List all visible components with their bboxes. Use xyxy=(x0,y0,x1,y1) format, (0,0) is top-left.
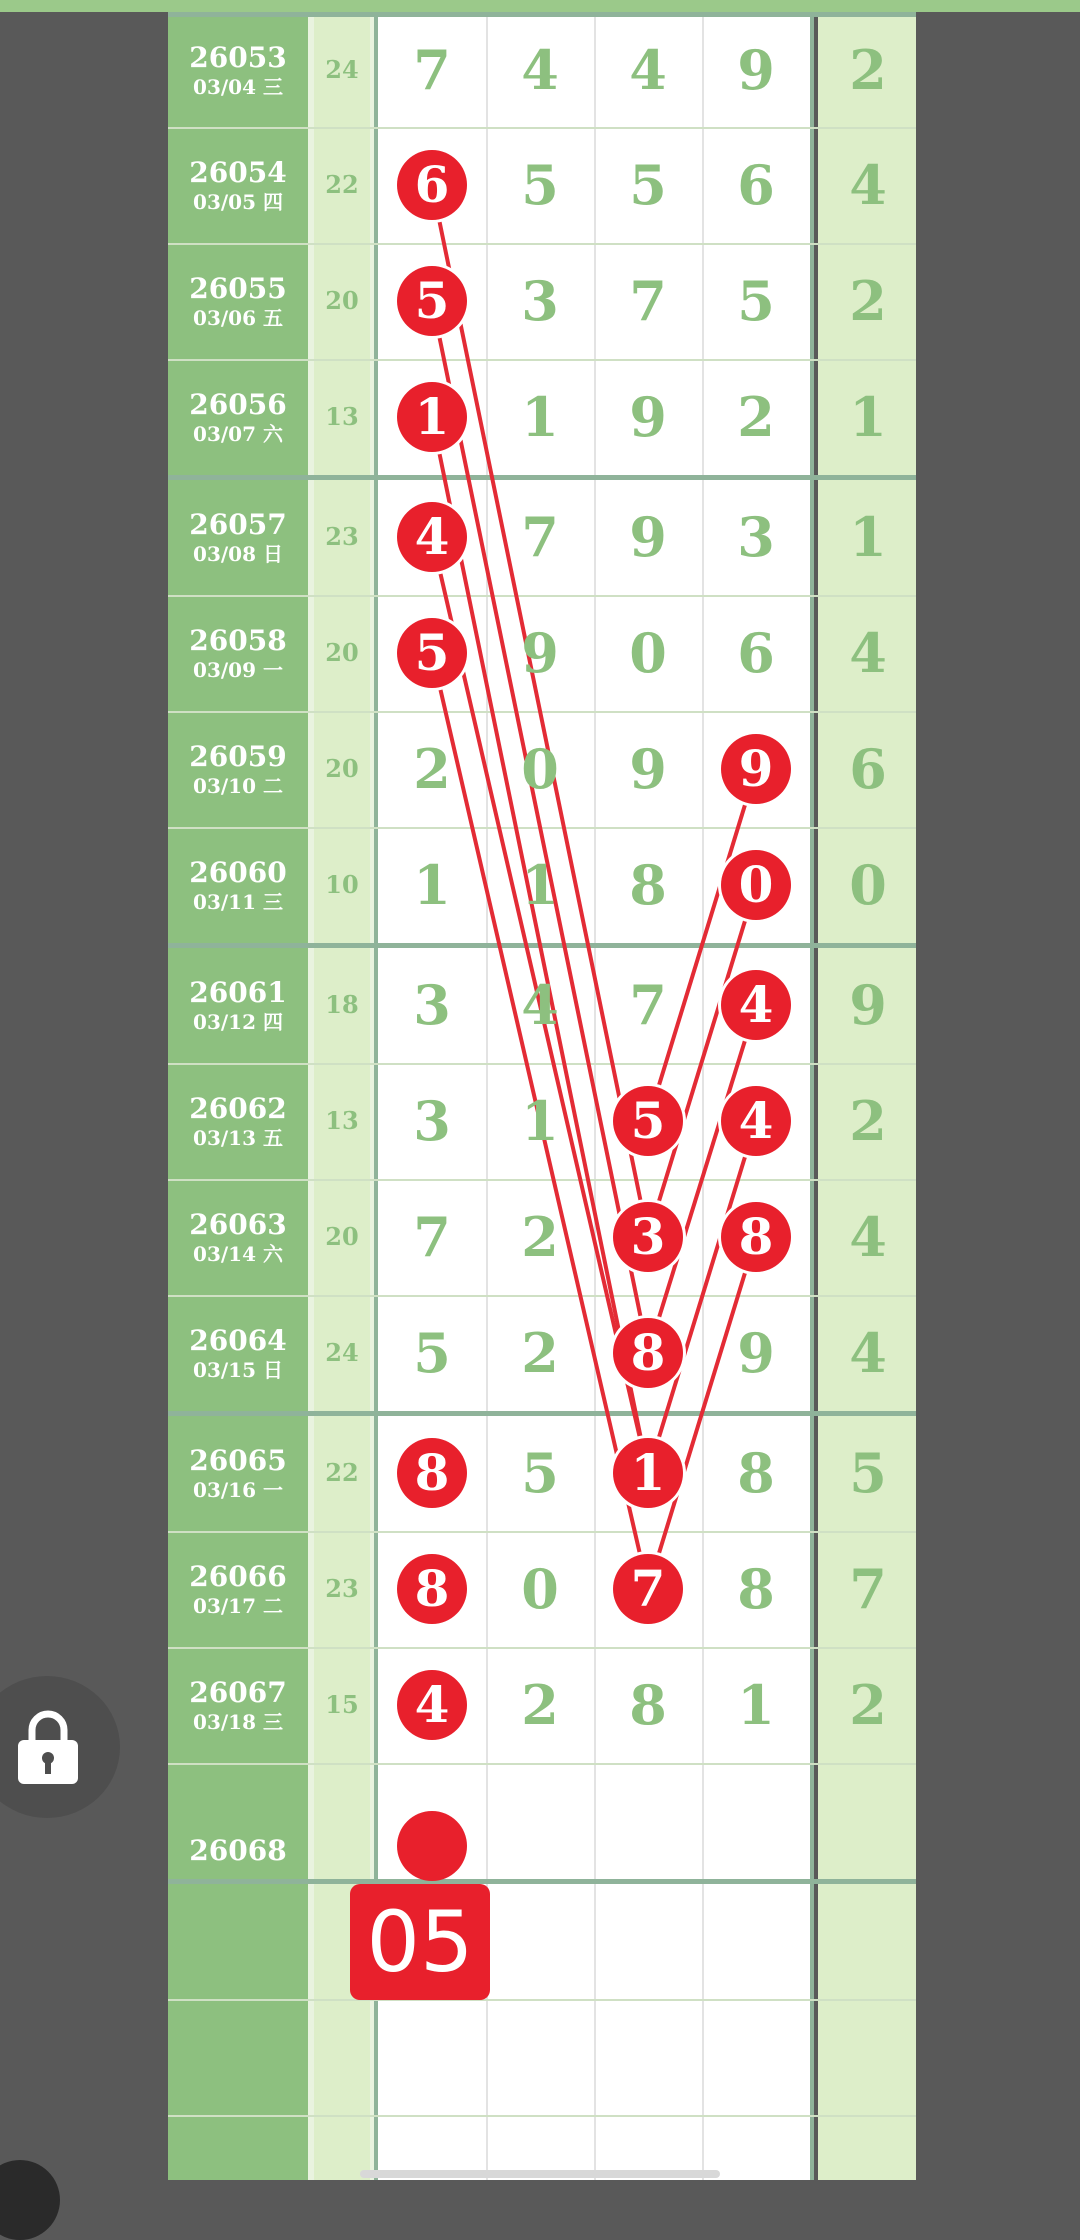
issue-number xyxy=(168,479,308,567)
draw-row[interactable] xyxy=(168,127,916,243)
digit-ball xyxy=(702,711,810,827)
draw-date: 03/16 一 xyxy=(193,1478,283,1502)
issue-number xyxy=(168,12,308,100)
draw-date: 03/14 六 xyxy=(193,1242,283,1266)
digit-ball xyxy=(378,127,486,243)
digit-cell: 9 xyxy=(629,505,667,569)
digit-cell: 1 xyxy=(521,1089,559,1153)
digit-cell: 5 xyxy=(521,153,559,217)
digit-cell: 7 xyxy=(629,269,667,333)
digit-cell: 5 xyxy=(521,1441,559,1505)
digit-ball xyxy=(378,479,486,595)
digit-ball xyxy=(378,1647,486,1763)
issue-number xyxy=(168,1179,308,1267)
digit-cell: 0 xyxy=(521,737,559,801)
digit-cell: 2 xyxy=(521,1673,559,1737)
span-value: 4 xyxy=(849,153,887,217)
ball-number: 1 xyxy=(397,382,467,452)
span-value: 2 xyxy=(849,1673,887,1737)
span-value: 2 xyxy=(849,269,887,333)
span-value: 5 xyxy=(849,1441,887,1505)
issue-number xyxy=(168,1063,308,1151)
issue-number xyxy=(168,1647,308,1735)
span-value: 0 xyxy=(849,853,887,917)
digit-ball xyxy=(702,1179,810,1295)
draw-row[interactable] xyxy=(168,1179,916,1295)
span-value: 4 xyxy=(849,621,887,685)
digit-cell: 7 xyxy=(521,505,559,569)
draw-row[interactable] xyxy=(168,595,916,711)
span-value: 9 xyxy=(849,973,887,1037)
digit-cell: 2 xyxy=(521,1321,559,1385)
issue-number xyxy=(168,1531,308,1619)
issue-number-text: 26065 xyxy=(189,1444,287,1477)
digit-ball xyxy=(378,1531,486,1647)
digit-cell: 8 xyxy=(629,1673,667,1737)
ball-number: 6 xyxy=(397,150,467,220)
sum-value: 13 xyxy=(325,402,359,431)
issue-number xyxy=(168,1415,308,1503)
digit-cell: 7 xyxy=(413,38,451,102)
digit-ball xyxy=(702,827,810,943)
ball-number: 4 xyxy=(397,502,467,572)
digit-cell: 0 xyxy=(521,1557,559,1621)
digit-cell: 8 xyxy=(629,853,667,917)
issue-number-text: 26056 xyxy=(189,388,287,421)
digit-cell: 3 xyxy=(413,1089,451,1153)
digit-cell: 4 xyxy=(629,38,667,102)
draw-date: 03/15 日 xyxy=(193,1358,283,1382)
digit-ball xyxy=(378,1415,486,1531)
draw-row[interactable] xyxy=(168,827,916,943)
digit-cell: 5 xyxy=(629,153,667,217)
digit-cell: 2 xyxy=(737,385,775,449)
issue-number-text: 26064 xyxy=(189,1324,287,1357)
draw-date: 03/18 三 xyxy=(193,1710,283,1734)
digit-cell: 0 xyxy=(629,621,667,685)
digit-cell: 6 xyxy=(737,621,775,685)
digit-cell: 7 xyxy=(413,1205,451,1269)
sum-value: 13 xyxy=(325,1106,359,1135)
draw-row[interactable] xyxy=(168,243,916,359)
top-bar xyxy=(0,0,1080,12)
ball-number: 8 xyxy=(613,1318,683,1388)
issue-number xyxy=(168,1791,308,1867)
sum-value: 22 xyxy=(325,1458,359,1487)
sum-value: 20 xyxy=(325,754,359,783)
sum-value: 24 xyxy=(325,1338,359,1367)
draw-row[interactable] xyxy=(168,711,916,827)
draw-row[interactable] xyxy=(168,1415,916,1531)
draw-date: 03/07 六 xyxy=(193,422,283,446)
digit-cell: 9 xyxy=(629,385,667,449)
digit-cell: 8 xyxy=(737,1557,775,1621)
digit-ball xyxy=(378,595,486,711)
draw-date: 03/05 四 xyxy=(193,190,283,214)
draw-date: 03/08 日 xyxy=(193,542,283,566)
digit-cell: 9 xyxy=(737,1321,775,1385)
issue-number-text: 26066 xyxy=(189,1560,287,1593)
draw-date: 03/11 三 xyxy=(193,890,283,914)
digit-cell: 2 xyxy=(413,737,451,801)
draw-row[interactable] xyxy=(168,479,916,595)
span-value: 4 xyxy=(849,1321,887,1385)
digit-ball xyxy=(594,1179,702,1295)
sum-value: 10 xyxy=(325,870,359,899)
bet-tag[interactable]: 05 xyxy=(350,1884,490,2000)
ball-number: 0 xyxy=(721,850,791,920)
bottom-button[interactable] xyxy=(0,2160,60,2240)
issue-number xyxy=(168,827,308,915)
ball-number: 5 xyxy=(397,618,467,688)
draw-date: 03/09 一 xyxy=(193,658,283,682)
digit-cell: 2 xyxy=(521,1205,559,1269)
digit-ball xyxy=(594,1415,702,1531)
issue-number-text: 26061 xyxy=(189,976,287,1009)
issue-number xyxy=(168,359,308,447)
digit-cell: 3 xyxy=(737,505,775,569)
digit-ball xyxy=(594,1295,702,1411)
issue-number xyxy=(168,595,308,683)
draw-date: 03/06 五 xyxy=(193,306,283,330)
digit-ball xyxy=(378,359,486,475)
pending-pick-ball[interactable] xyxy=(397,1811,467,1881)
ball-number: 8 xyxy=(397,1438,467,1508)
sum-value: 20 xyxy=(325,286,359,315)
trend-chart[interactable] xyxy=(168,12,916,2180)
issue-number-text: 26059 xyxy=(189,740,287,773)
digit-cell: 1 xyxy=(521,385,559,449)
issue-number-text: 26063 xyxy=(189,1208,287,1241)
ball-number: 1 xyxy=(613,1438,683,1508)
issue-number-text: 26053 xyxy=(189,41,287,74)
span-value: 1 xyxy=(849,385,887,449)
draw-date: 03/13 五 xyxy=(193,1126,283,1150)
ball-number: 7 xyxy=(613,1554,683,1624)
draw-row[interactable] xyxy=(168,1647,916,1763)
issue-number-text: 26054 xyxy=(189,156,287,189)
draw-row[interactable] xyxy=(168,359,916,475)
draw-row[interactable] xyxy=(168,1295,916,1411)
digit-ball xyxy=(594,1531,702,1647)
issue-number xyxy=(168,711,308,799)
ball-number: 8 xyxy=(397,1554,467,1624)
draw-row[interactable] xyxy=(168,1531,916,1647)
issue-number-text: 26058 xyxy=(189,624,287,657)
issue-number-text: 26060 xyxy=(189,856,287,889)
sum-value: 15 xyxy=(325,1690,359,1719)
draw-row[interactable] xyxy=(168,1063,916,1179)
digit-cell: 9 xyxy=(737,38,775,102)
digit-ball xyxy=(594,1063,702,1179)
span-value: 2 xyxy=(849,38,887,102)
digit-cell: 4 xyxy=(521,38,559,102)
sum-value: 24 xyxy=(325,55,359,84)
draw-date: 03/12 四 xyxy=(193,1010,283,1034)
digit-ball xyxy=(702,1063,810,1179)
digit-cell: 1 xyxy=(737,1673,775,1737)
digit-cell: 5 xyxy=(413,1321,451,1385)
digit-ball xyxy=(378,243,486,359)
issue-number-text: 26068 xyxy=(189,1834,287,1867)
span-value: 1 xyxy=(849,505,887,569)
sum-value: 20 xyxy=(325,1222,359,1251)
ball-number: 4 xyxy=(397,1670,467,1740)
span-value: 6 xyxy=(849,737,887,801)
lock-icon xyxy=(16,1708,80,1786)
digit-cell: 1 xyxy=(521,853,559,917)
pending-row[interactable] xyxy=(168,1791,916,1907)
digit-cell: 9 xyxy=(629,737,667,801)
sum-value: 18 xyxy=(325,990,359,1019)
issue-number-text: 26057 xyxy=(189,508,287,541)
ball-number: 4 xyxy=(721,970,791,1040)
draw-row[interactable] xyxy=(168,12,916,128)
digit-cell: 3 xyxy=(413,973,451,1037)
draw-row[interactable] xyxy=(168,947,916,1063)
digit-cell: 3 xyxy=(521,269,559,333)
issue-number-text: 26062 xyxy=(189,1092,287,1125)
ball-number: 5 xyxy=(613,1086,683,1156)
issue-number-text: 26055 xyxy=(189,272,287,305)
digit-ball xyxy=(702,947,810,1063)
digit-cell: 1 xyxy=(413,853,451,917)
digit-cell: 6 xyxy=(737,153,775,217)
ball-number: 8 xyxy=(721,1202,791,1272)
sum-value: 23 xyxy=(325,1574,359,1603)
digit-cell: 8 xyxy=(737,1441,775,1505)
digit-cell: 9 xyxy=(521,621,559,685)
issue-number-text: 26067 xyxy=(189,1676,287,1709)
digit-cell: 7 xyxy=(629,973,667,1037)
scroll-indicator xyxy=(360,2170,720,2178)
span-value: 7 xyxy=(849,1557,887,1621)
issue-number xyxy=(168,947,308,1035)
ball-number: 9 xyxy=(721,734,791,804)
lock-button[interactable] xyxy=(0,1676,120,1818)
issue-number xyxy=(168,1295,308,1383)
span-value: 2 xyxy=(849,1089,887,1153)
ball-number: 5 xyxy=(397,266,467,336)
draw-date: 03/17 二 xyxy=(193,1594,283,1618)
ball-number: 3 xyxy=(613,1202,683,1272)
draw-date: 03/04 三 xyxy=(193,75,283,99)
digit-cell: 4 xyxy=(521,973,559,1037)
sum-value: 23 xyxy=(325,522,359,551)
digit-cell: 5 xyxy=(737,269,775,333)
issue-number xyxy=(168,127,308,215)
draw-date: 03/10 二 xyxy=(193,774,283,798)
sum-value: 20 xyxy=(325,638,359,667)
ball-number: 4 xyxy=(721,1086,791,1156)
sum-value: 22 xyxy=(325,170,359,199)
span-value: 4 xyxy=(849,1205,887,1269)
issue-number xyxy=(168,243,308,331)
